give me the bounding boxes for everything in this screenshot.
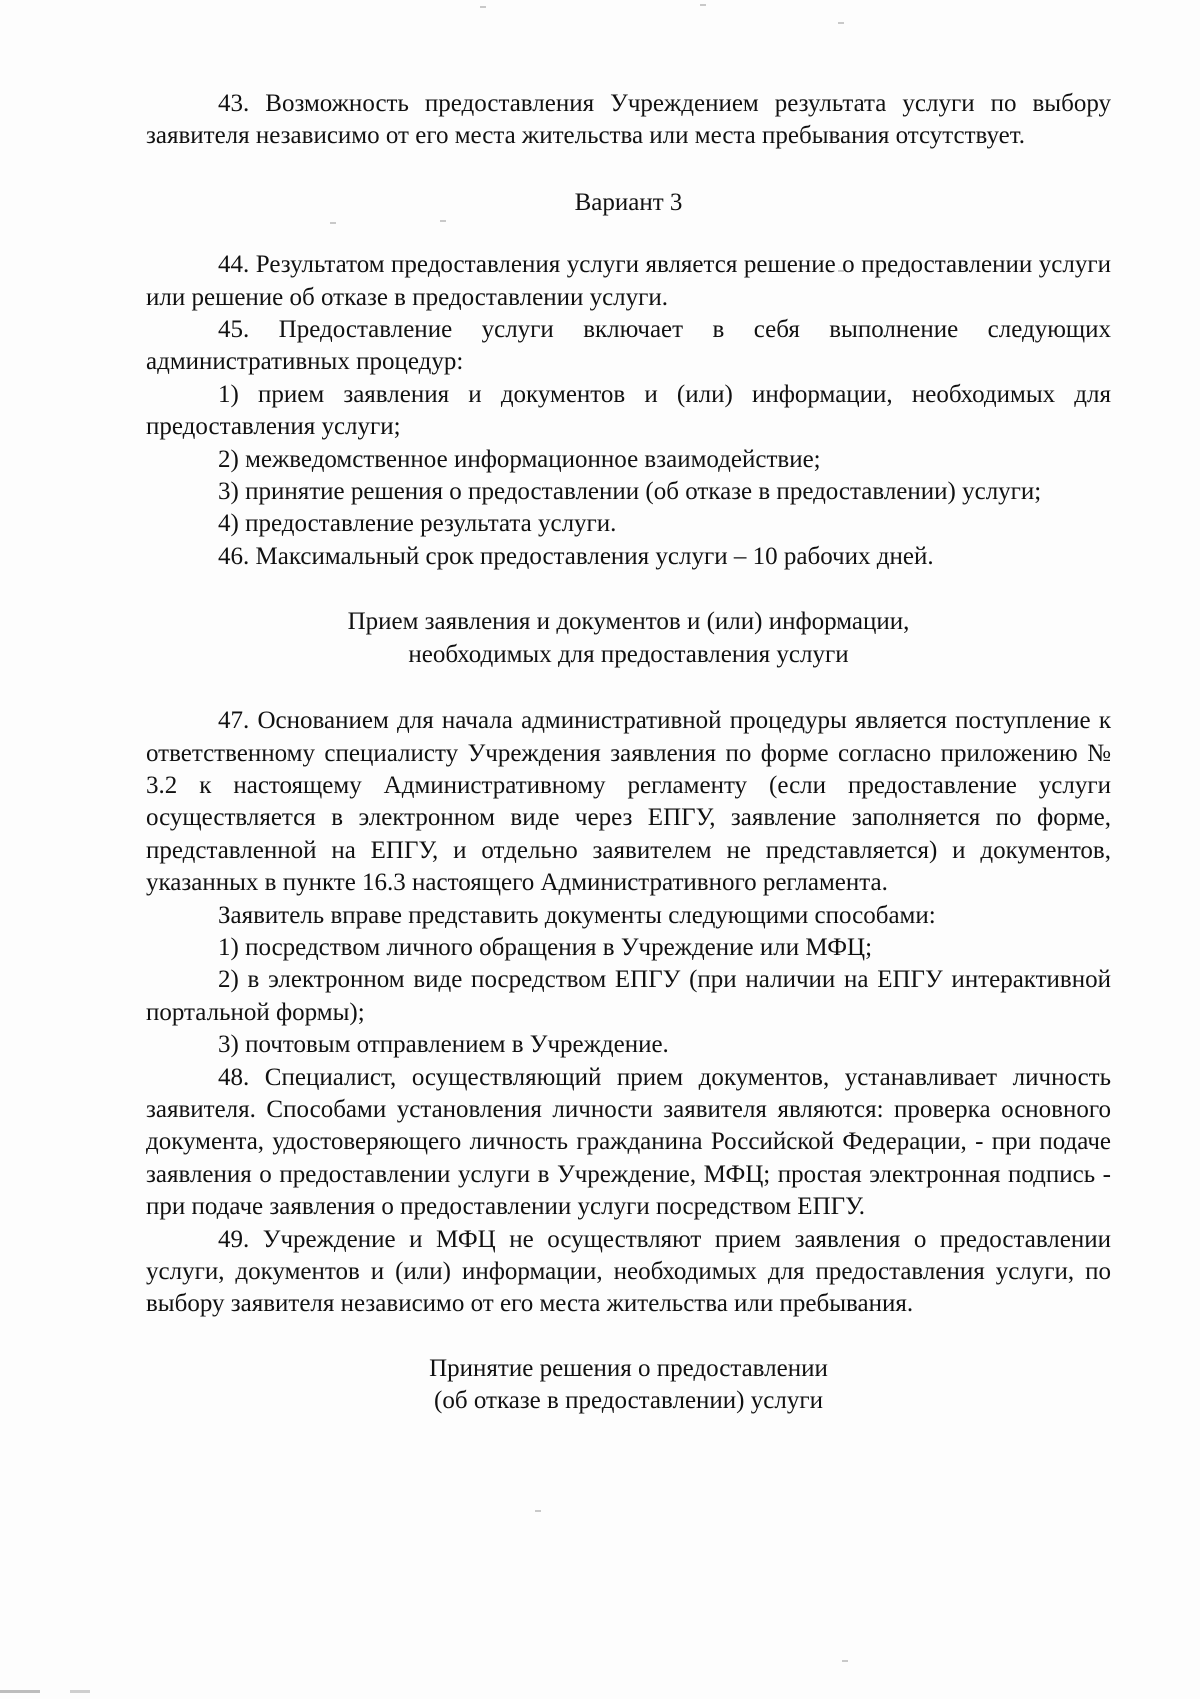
section-heading-decision xyxy=(146,1353,1111,1418)
paragraph-46: 46. Максимальный срок предоставления услуги – 10 рабочих дней. xyxy=(218,542,934,570)
section-heading-intake xyxy=(146,606,1111,671)
scan-artifact xyxy=(700,4,706,6)
section-heading-intake-line2: необходимых для предоставления услуги xyxy=(408,640,849,668)
section-heading-decision-line1: Принятие решения о предоставлении xyxy=(429,1354,828,1382)
list-item-47-3: 3) почтовым отправлением в Учреждение. xyxy=(218,1031,669,1059)
scan-bottom-edge xyxy=(0,1690,1200,1693)
paragraph-43: 43. Возможность предоставления Учреждением результата услуги по выбору заявителя независимо от его места жительства или места пребывания отсутствует. xyxy=(146,90,1111,150)
paragraph-45: 45. Предоставление услуги включает в себя выполнение следующих административных процедур: xyxy=(146,316,1111,376)
list-item-45-3: 3) принятие решения о предоставлении (об отказе в предоставлении) услуги; xyxy=(218,478,1042,506)
section-heading-decision-line2: (об отказе в предоставлении) услуги xyxy=(434,1387,823,1415)
list-item-47-2: 2) в электронном виде посредством ЕПГУ (при наличии на ЕПГУ интерактивной портальной формы); xyxy=(146,966,1111,1026)
list-item-45-4: 4) предоставление результата услуги. xyxy=(218,510,617,538)
paragraph-47-ways: Заявитель вправе представить документы следующими способами: xyxy=(218,901,936,929)
list-item-47-1: 1) посредством личного обращения в Учреждение или МФЦ; xyxy=(218,933,873,961)
section-heading-intake-line1: Прием заявления и документов и (или) информации, xyxy=(347,608,910,636)
document-body xyxy=(146,88,1111,1418)
paragraph-47: 47. Основанием для начала административной процедуры является поступление к ответственному специалисту Учреждения заявления по форме согласно приложению № 3.2 к настоящему Административному регламенту (если предоставление услуги осуществляется в электронном виде через ЕПГУ, заявление заполняется по форме, представленной на ЕПГУ, и отдельно заявителем не представляется) и документов, указанных в пункте 16.3 настоящего Административного регламента. xyxy=(146,707,1111,897)
scan-artifact xyxy=(480,6,486,8)
paragraph-48: 48. Специалист, осуществляющий прием документов, устанавливает личность заявителя. Способами установления личности заявителя являются: проверка основного документа, удостоверяющего личность гражданина Российской Федерации, - при подаче заявления о предоставлении услуги в Учреждение, МФЦ; простая электронная подпись - при подаче заявления о предоставлении услуги посредством ЕПГУ. xyxy=(146,1063,1111,1221)
list-item-45-2: 2) межведомственное информационное взаимодействие; xyxy=(218,445,821,473)
list-item-45-1: 1) прием заявления и документов и (или) информации, необходимых для предоставления услуги; xyxy=(146,380,1111,441)
scan-artifact xyxy=(535,1510,541,1512)
variant-heading: Вариант 3 xyxy=(574,188,683,216)
paragraph-49: 49. Учреждение и МФЦ не осуществляют прием заявления о предоставлении услуги, документов и (или) информации, необходимых для предоставления услуги, по выбору заявителя независимо от его места жительства или пребывания. xyxy=(146,1225,1111,1318)
scan-artifact xyxy=(838,22,844,24)
paragraph-44: 44. Результатом предоставления услуги является решение о предоставлении услуги или решение об отказе в предоставлении услуги. xyxy=(146,251,1111,311)
scan-artifact xyxy=(842,1660,848,1662)
